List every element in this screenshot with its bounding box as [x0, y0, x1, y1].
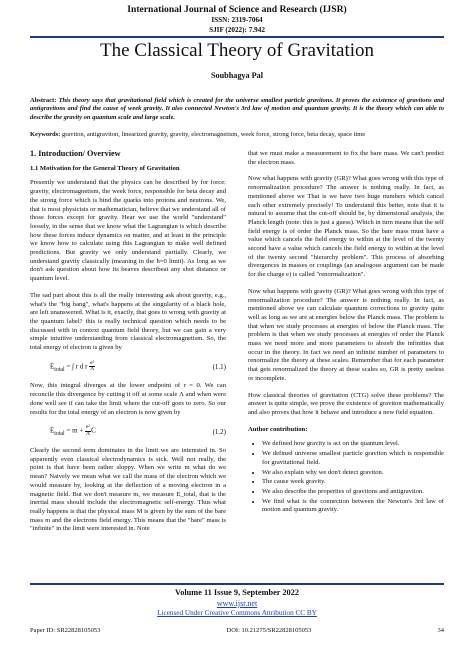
list-item: • We defined universe smallest particle graviton which is responsible for gravitational field.	[262, 450, 444, 467]
eq2-denominator: Λ	[86, 430, 91, 437]
eq2-label: (1.2)	[212, 427, 226, 436]
journal-name: International Journal of Science and Research (IJSR)	[127, 4, 347, 15]
equation-1-1	[30, 361, 226, 375]
keywords-label: Keywords:	[30, 131, 61, 138]
sjif: SJIF (2022): 7.942	[209, 26, 265, 34]
abstract-label: Abstract:	[30, 97, 57, 104]
eq2-subscript: total	[54, 431, 65, 438]
abstract	[30, 97, 444, 122]
license-link[interactable]: Licensed Under Creative Commons Attribution CC BY	[157, 609, 317, 617]
paragraph: The sad part about this is all the really interesting ask about gravity, e.g., what's the "big bang", what's happens at the singularity of a black hole, are left unanswered. What is it, exactly, that goes to wrong with gravity at the quantum label? this is really technical question which needs to be discussed with in context quantum field theory, but we can gain a very simple intuitive understanding from classical electromagnetism. So, the total energy of electron is given by	[30, 291, 226, 352]
paper-title: The Classical Theory of Gravitation	[99, 40, 374, 61]
paragraph: Now what happens with gravity (GR)? What goes wrong with this type of renormalization procedure? The answer is nothing really. In fact, as mentioned above we can calculate quantum corrections to gravity quite well as long as we are at energies below the Planck mass. The problem is that when we study processes at energies of below the Planck mass. The problem is that when we study processes at energies of order the Planck mass we need more and more parameters to absorb the infinities that occur in the theory. In fact we need an infinite number of parameters to renormalize the theory at these scales. Remember that for each parameter that gets renormalized the theory at these scales so, GR is pretty useless or incomplete.	[248, 287, 444, 382]
paragraph: How classical theories of gravitation (CTG) solve these problems? The answer is quite simple, we prove the existence of graviton mathematically and also proves that how it behave and introduce a new field equation.	[248, 391, 444, 416]
keywords-text: graviton, antigraviton, linearized gravity, gravity, electromagnetism, week force, strong force, beta decay, space time	[61, 131, 366, 138]
right-column	[248, 150, 444, 516]
volume-issue: Volume 11 Issue 9, September 2022	[175, 588, 299, 597]
eq1-integral: = ∫ r d r	[66, 362, 88, 371]
journal-url-link[interactable]: www.ijsr.net	[216, 599, 258, 608]
paper-id: Paper ID: SR22828105053	[30, 627, 101, 634]
eq2-numerator: e²	[85, 424, 91, 431]
list-item: • We also describe the properties of gravitons and antigraviton.	[262, 488, 444, 497]
header-rule	[30, 36, 444, 38]
list-item: • We find what is the connection between the Newton's 3rd law of motion and quantum gravity.	[262, 498, 444, 515]
left-column	[30, 150, 226, 542]
contribution-heading: Author contribution:	[248, 425, 308, 433]
eq1-subscript: total	[54, 366, 65, 373]
list-item: • We defined how gravity is act on the quantum level.	[262, 440, 444, 449]
footer-ids	[30, 627, 444, 634]
section-heading: 1. Introduction/ Overview	[30, 149, 121, 158]
eq1-label: (1.1)	[212, 363, 226, 372]
paragraph: Now what happens with gravity (GR)? What goes wrong with this type of renormalization procedure? The answer is nothing really. In fact, as mentioned above we That is we have two huge numbers which cancel each other extremely precisely! To understand this better, note that it is natural to assume that the cut-off should be, by dimensional analysis, the Planck length (note: this is just a guess). Which in turn means that the self field energy is of order the Planck mass. So the bare mass must have a value which cancels the field energy to within at the level of the twenty second have a value which cancels the field energy to within at the level of the twenty second "hierarchy problem". This process of absorbing divergences in masses or couplings (an analogous argument can be made for the charge e) is called "renormalization".	[248, 175, 444, 279]
eq1-fraction	[89, 361, 95, 373]
list-item: • The cause week gravity.	[262, 478, 444, 487]
abstract-text: This theory says that gravitational field which is created for the universe smallest particle gravitons. It proves the existence of gravitons and antigravitons and find the cause of week gravity. It also connected Newton's 3rd law of motion and quantum gravity. It is the theory which can able to describe the gravity on quantum scale and large scale.	[30, 97, 445, 121]
paragraph: Clearly the second term dominates in the limit we are interested in. So apparently even classical electrodynamics is sick. Well not really, the point is that have been rather sloppy. When we write m what do we mean? Naively we mean what we call the mass of the electron which we would measure by, looking at the deflection of a moving electron in a magnetic field. But we don't measure m, we measure E_total, that is the inertial mass should include the electromagnetic self-energy. Thus what really happens is that the physical mass M is given by the sum of the bare mass m and the electrons field energy. This means that the "bare" mass is "infinite" in the limit were interested in. Note	[30, 446, 226, 533]
paragraph: that we must make a measurement to fix the bare mass. We can't predict the electron mass.	[248, 150, 444, 166]
keywords	[30, 131, 444, 139]
contribution-list	[248, 440, 444, 515]
paragraph: Presently we understand that the physics can be described by for force: gravity, electromagnetism, the week force, responsible for beta decay and the strong force which is bind the quarks into protons and neutrons. We, that is most physicists or mathematician, believe that we understand all of those forces except for gravity. Hear we use the world "understand" loosely, in the sense that we know what the Lagrangian is which describe how these forces induce dynamics on matter, and at least in the principle we know how to calculate using this Lagrangian to make well defined predictions. But gravity we only understand partially. Clearly, we understand gravity classically (meaning in the ħ=0 limit). As long as we don't ask question about how its beaves describeat any shot distance or quantum level.	[30, 179, 226, 283]
eq2-mid: = m +	[66, 426, 84, 435]
doi: DOI: 10.21275/SR22828105053	[226, 627, 312, 634]
eq1-numerator: e²	[90, 359, 95, 366]
eq2-tail: C	[91, 426, 96, 435]
eq1-lhs: E	[50, 362, 55, 371]
list-item: • We also explain why we don't detect graviton.	[262, 469, 444, 478]
subsection-heading: 1.1 Motivation for the General Theory of Gravitation	[30, 164, 180, 172]
issn: ISSN: 2319-7064	[211, 16, 263, 24]
author-name: Soubhagya Pal	[210, 71, 264, 80]
eq1-denominator: Λ	[90, 366, 95, 373]
footer-rule	[30, 583, 444, 585]
page-number: 34	[437, 627, 444, 634]
eq2-lhs: E	[50, 426, 55, 435]
equation-1-2	[30, 425, 226, 439]
paragraph: Now, this integral diverges at the lower endpoint of r = 0. We can reconcile this divergence by cutting it off at some scale Λ and when were done well see if can take the limit where the cut-off goes to zero. So our results for the total energy of an electron is now given by	[30, 382, 226, 416]
